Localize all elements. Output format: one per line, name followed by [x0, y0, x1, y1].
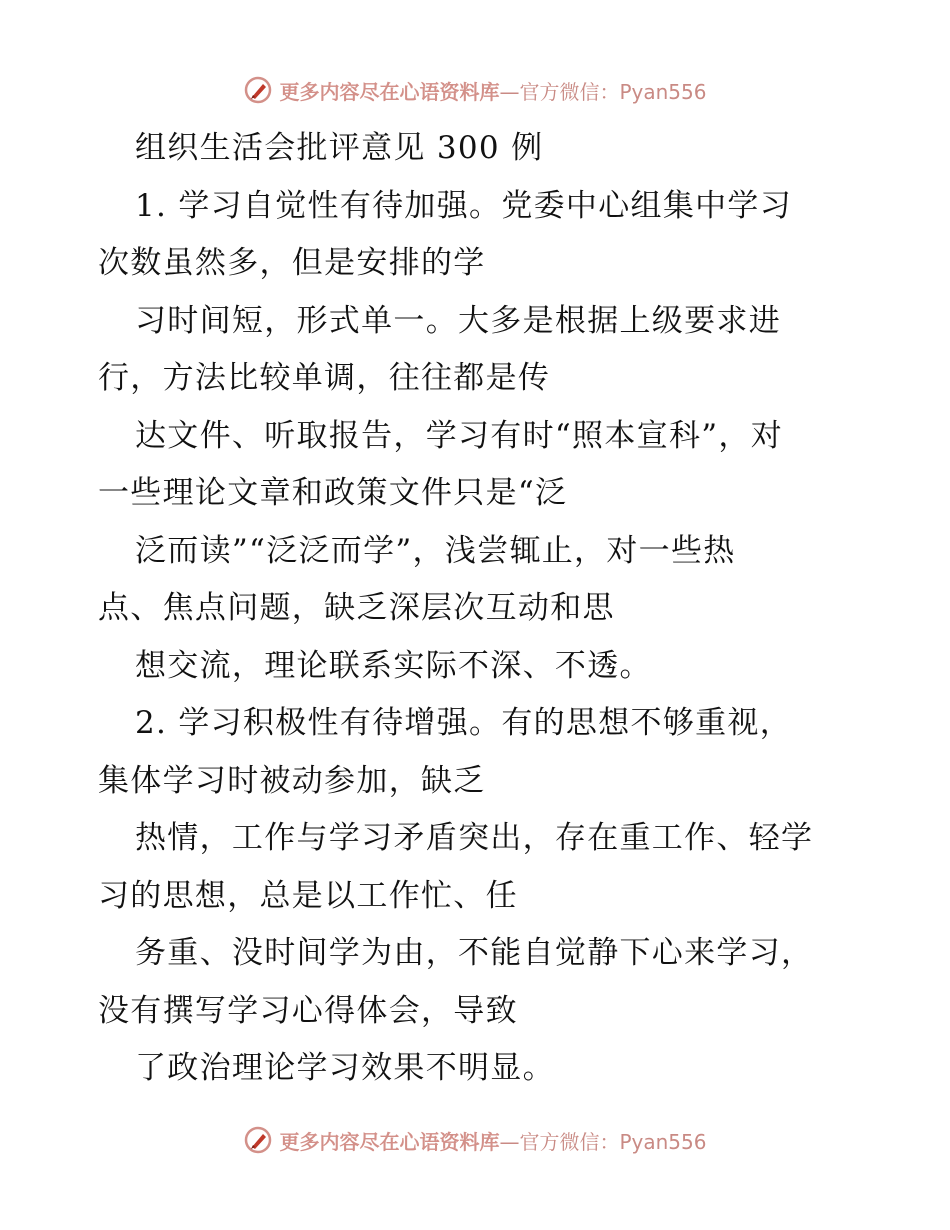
document-line: 一些理论文章和政策文件只是“泛: [98, 475, 568, 511]
document-line: 达文件、听取报告，学习有时“照本宣科”，对: [135, 417, 783, 454]
document-line: 了政治理论学习效果不明显。: [135, 1050, 555, 1086]
pen-nib-icon: [243, 75, 273, 105]
document-line: 1. 学习自觉性有待加强。党委中心组集中学习: [135, 187, 793, 224]
document-line: 热情，工作与学习矛盾突出，存在重工作、轻学: [135, 820, 814, 856]
document-line: 习的思想，总是以工作忙、任: [98, 877, 518, 914]
document-line: 习时间短，形式单一。大多是根据上级要求进: [135, 302, 781, 339]
document-line: 点、焦点问题，缺乏深层次互动和思: [98, 590, 615, 626]
document-line: 集体学习时被动参加，缺乏: [98, 762, 486, 799]
document-body: [98, 120, 878, 1098]
document-line: 没有撰写学习心得体会，导致: [98, 992, 518, 1029]
document-line: 组织生活会批评意见 300 例: [135, 130, 544, 166]
watermark-banner-top: [0, 70, 950, 110]
watermark-official-text: —官方微信：Pyan556: [499, 1129, 707, 1154]
document-line: 泛而读”“泛泛而学”，浅尝辄止，对一些热: [135, 532, 736, 569]
watermark-site-text: 更多内容尽在心语资料库: [279, 1129, 500, 1154]
document-line: 行，方法比较单调，往往都是传: [98, 360, 551, 396]
document-line: 2. 学习积极性有待增强。有的思想不够重视，: [135, 705, 793, 741]
watermark-banner-bottom: [0, 1120, 950, 1160]
watermark-site-text: 更多内容尽在心语资料库: [279, 79, 500, 104]
document-line: 务重、没时间学为由，不能自觉静下心来学习，: [135, 935, 814, 971]
document-line: 想交流，理论联系实际不深、不透。: [135, 647, 652, 684]
document-line: 次数虽然多，但是安排的学: [98, 245, 486, 281]
watermark-official-text: —官方微信：Pyan556: [499, 79, 707, 104]
pen-nib-icon: [243, 1125, 273, 1155]
